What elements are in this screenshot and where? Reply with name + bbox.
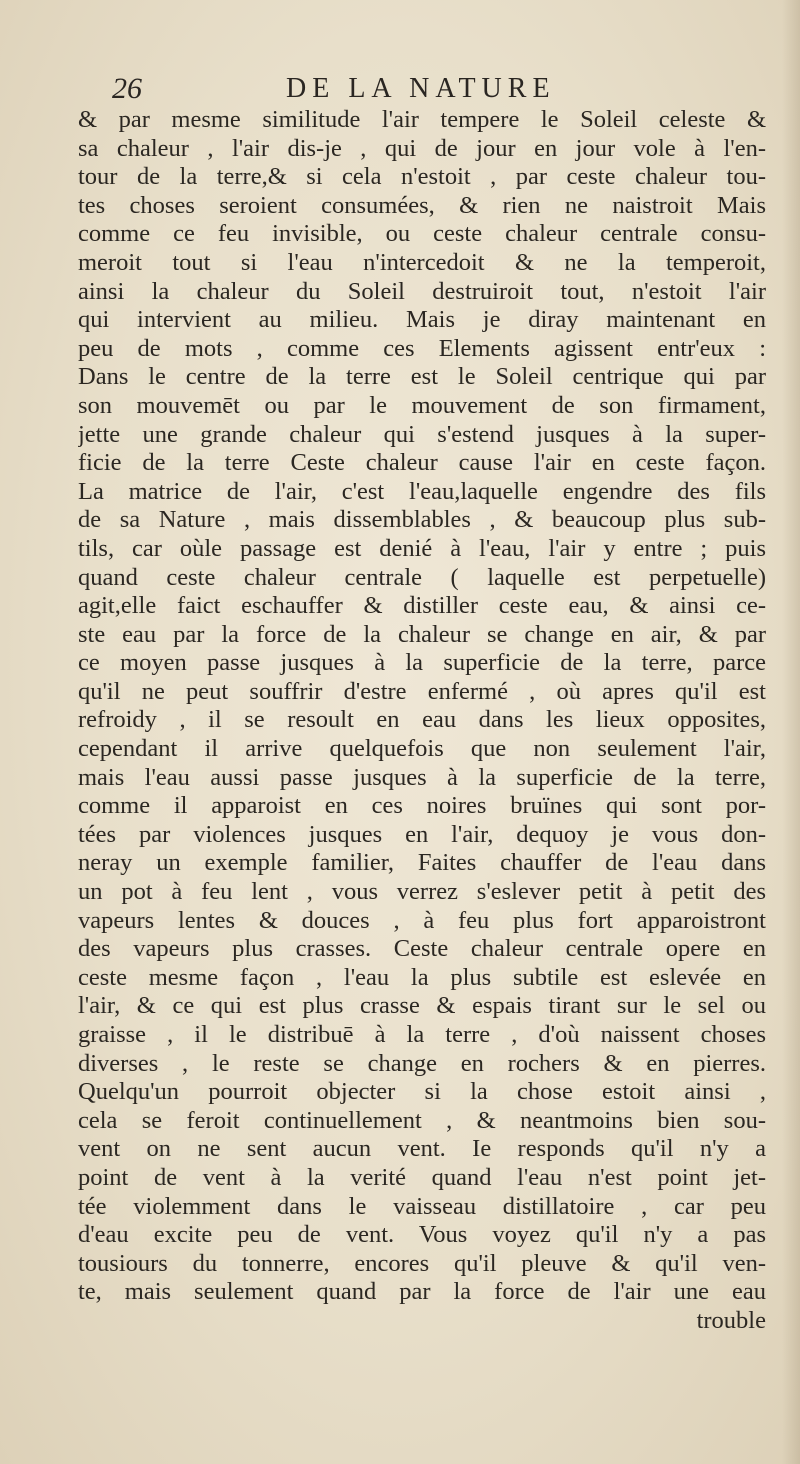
text-line: cela se feroit continuellement , & neantmoins bien sou- bbox=[78, 1106, 766, 1134]
text-line: Quelqu'un pourroit objecter si la chose estoit ainsi , bbox=[78, 1078, 766, 1106]
text-line: meroit tout si l'eau n'intercedoit & ne la temperoit, bbox=[78, 248, 766, 276]
catchword: trouble bbox=[696, 1306, 766, 1334]
text-line: sa chaleur , l'air dis-je , qui de jour en jour vole à l'en- bbox=[78, 134, 766, 162]
text-line: mais l'eau aussi passe jusques à la superficie de la terre, bbox=[78, 763, 766, 791]
text-line: l'air, & ce qui est plus crasse & espais tirant sur le sel ou bbox=[78, 992, 766, 1020]
text-line: te, mais seulement quand par la force de l'air une eau bbox=[78, 1278, 766, 1306]
text-line: ce moyen passe jusques à la superficie de la terre, parce bbox=[78, 649, 766, 677]
text-line: vent on ne sent aucun vent. Ie responds qu'il n'y a bbox=[78, 1135, 766, 1163]
text-line: comme ce feu invisible, ou ceste chaleur centrale consu- bbox=[78, 220, 766, 248]
text-line: cependant il arrive quelquefois que non seulement l'air, bbox=[78, 735, 766, 763]
text-line: neray un exemple familier, Faites chauffer de l'eau dans bbox=[78, 849, 766, 877]
text-line: des vapeurs plus crasses. Ceste chaleur centrale opere en bbox=[78, 935, 766, 963]
running-head: DE LA NATURE bbox=[286, 73, 556, 104]
text-line: agit,elle faict eschauffer & distiller ceste eau, & ainsi ce- bbox=[78, 592, 766, 620]
text-line: ficie de la terre Ceste chaleur cause l'air en ceste façon. bbox=[78, 449, 766, 477]
text-line: tour de la terre,& si cela n'estoit , par ceste chaleur tou- bbox=[78, 163, 766, 191]
text-line: son mouvemēt ou par le mouvement de son firmament, bbox=[78, 391, 766, 419]
text-line: graisse , il le distribuē à la terre , d'où naissent choses bbox=[78, 1021, 766, 1048]
page-header bbox=[112, 72, 672, 106]
text-line: point de vent à la verité quand l'eau n'est point jet- bbox=[78, 1163, 766, 1191]
text-line: un pot à feu lent , vous verrez s'eslever petit à petit des bbox=[78, 878, 766, 906]
text-line: d'eau excite peu de vent. Vous voyez qu'il n'y a pas bbox=[78, 1221, 766, 1249]
text-line: qui intervient au milieu. Mais je diray maintenant en bbox=[78, 306, 766, 334]
text-line: jette une grande chaleur qui s'estend jusques à la super- bbox=[78, 420, 766, 448]
text-line: qu'il ne peut souffrir d'estre enfermé , où apres qu'il est bbox=[78, 677, 766, 705]
text-line: La matrice de l'air, c'est l'eau,laquelle engendre des fils bbox=[78, 477, 766, 505]
text-line: tes choses seroient consumées, & rien ne naistroit Mais bbox=[78, 191, 766, 219]
page-number: 26 bbox=[112, 72, 142, 105]
text-line: tousiours du tonnerre, encores qu'il pleuve & qu'il ven- bbox=[78, 1249, 766, 1277]
page-edge-shadow bbox=[782, 0, 800, 1464]
text-line: tée violemment dans le vaisseau distillatoire , car peu bbox=[78, 1192, 766, 1220]
text-line: de sa Nature , mais dissemblables , & beaucoup plus sub- bbox=[78, 506, 766, 534]
text-line: Dans le centre de la terre est le Soleil centrique qui par bbox=[78, 363, 766, 391]
text-line: diverses , le reste se change en rochers & en pierres. bbox=[78, 1049, 766, 1077]
body-text bbox=[78, 106, 766, 1336]
text-line: & par mesme similitude l'air tempere le Soleil celeste & bbox=[78, 106, 766, 133]
text-line: refroidy , il se resoult en eau dans les lieux opposites, bbox=[78, 706, 766, 734]
text-line: comme il apparoist en ces noires bruïnes qui sont por- bbox=[78, 792, 766, 820]
text-line: ceste mesme façon , l'eau la plus subtile est eslevée en bbox=[78, 963, 766, 991]
text-line: ste eau par la force de la chaleur se change en air, & par bbox=[78, 620, 766, 648]
text-line: quand ceste chaleur centrale ( laquelle est perpetuelle) bbox=[78, 563, 766, 591]
text-line: ainsi la chaleur du Soleil destruiroit tout, n'estoit l'air bbox=[78, 277, 766, 305]
text-line: peu de mots , comme ces Elements agissent entr'eux : bbox=[78, 334, 766, 362]
text-line: vapeurs lentes & douces , à feu plus fort apparoistront bbox=[78, 906, 766, 934]
text-line: tils, car oùle passage est denié à l'eau, l'air y entre ; puis bbox=[78, 534, 766, 562]
text-line: tées par violences jusques en l'air, dequoy je vous don- bbox=[78, 820, 766, 848]
